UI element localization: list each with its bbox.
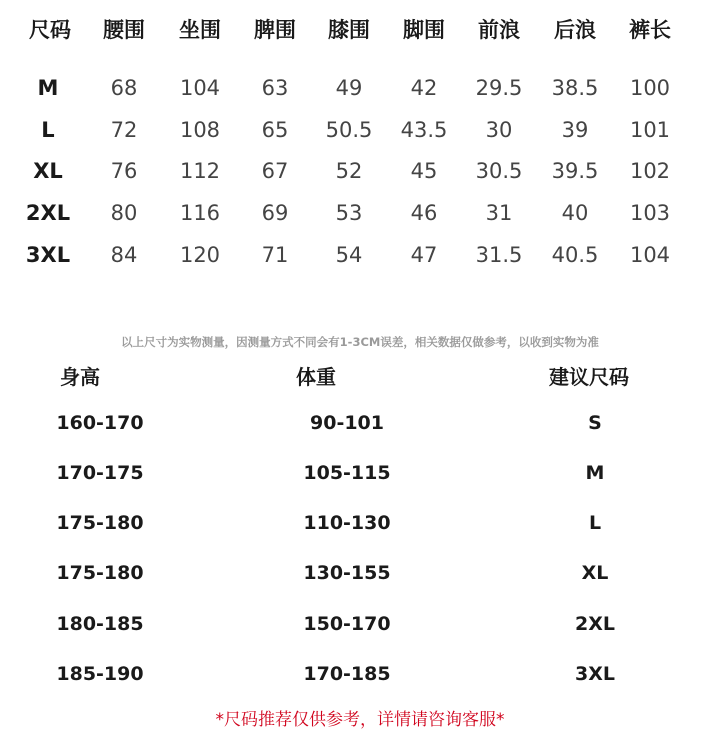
size-cell: XL xyxy=(33,159,63,183)
table-row xyxy=(0,609,720,639)
size-header-hip: 坐围 xyxy=(179,18,221,42)
waist-cell: 84 xyxy=(110,243,138,267)
weight-cell: 170-185 xyxy=(303,663,391,685)
table-row xyxy=(0,156,720,186)
size-header-hem: 脚围 xyxy=(403,18,445,42)
table-row xyxy=(0,659,720,689)
rec-size-cell: S xyxy=(588,412,602,434)
table-row xyxy=(0,508,720,538)
hem-cell: 45 xyxy=(410,159,438,183)
knee-cell: 54 xyxy=(335,243,363,267)
size-cell: L xyxy=(41,118,55,142)
back-rise-cell: 40.5 xyxy=(551,243,599,267)
waist-cell: 80 xyxy=(110,201,138,225)
waist-cell: 76 xyxy=(110,159,138,183)
table-row xyxy=(0,558,720,588)
knee-cell: 49 xyxy=(335,76,363,100)
length-cell: 103 xyxy=(629,201,671,225)
height-cell: 180-185 xyxy=(56,613,144,635)
knee-cell: 52 xyxy=(335,159,363,183)
front-rise-cell: 31 xyxy=(485,201,513,225)
rec-size-cell: L xyxy=(588,512,602,534)
weight-cell: 90-101 xyxy=(310,412,384,434)
hem-cell: 43.5 xyxy=(400,118,448,142)
thigh-cell: 71 xyxy=(261,243,289,267)
weight-cell: 130-155 xyxy=(303,562,391,584)
size-disclaimer: *尺码推荐仅供参考，详情请咨询客服* xyxy=(215,710,505,730)
size-header-waist: 腰围 xyxy=(103,18,145,42)
rec-size-cell: 2XL xyxy=(575,613,615,635)
knee-cell: 50.5 xyxy=(325,118,373,142)
front-rise-cell: 31.5 xyxy=(475,243,523,267)
hem-cell: 46 xyxy=(410,201,438,225)
front-rise-cell: 30 xyxy=(485,118,513,142)
size-header-knee: 膝围 xyxy=(328,18,370,42)
table-row xyxy=(0,240,720,270)
rec-size-cell: M xyxy=(585,462,605,484)
hip-cell: 112 xyxy=(179,159,221,183)
size-cell: M xyxy=(37,76,59,100)
thigh-cell: 63 xyxy=(261,76,289,100)
size-header-thigh: 脾围 xyxy=(254,18,296,42)
table-row xyxy=(0,73,720,103)
height-cell: 170-175 xyxy=(56,462,144,484)
back-rise-cell: 38.5 xyxy=(551,76,599,100)
size-cell: 3XL xyxy=(25,243,71,267)
rec-size-cell: XL xyxy=(581,562,609,584)
height-cell: 160-170 xyxy=(56,412,144,434)
back-rise-cell: 40 xyxy=(561,201,589,225)
length-cell: 101 xyxy=(629,118,671,142)
back-rise-cell: 39.5 xyxy=(551,159,599,183)
measurement-note: 以上尺寸为实物测量，因测量方式不同会有1-3CM误差，相关数据仅做参考，以收到实物为准 xyxy=(121,335,599,349)
thigh-cell: 67 xyxy=(261,159,289,183)
thigh-cell: 69 xyxy=(261,201,289,225)
rec-header-weight: 体重 xyxy=(296,365,336,389)
front-rise-cell: 30.5 xyxy=(475,159,523,183)
weight-cell: 105-115 xyxy=(303,462,391,484)
table-row xyxy=(0,115,720,145)
hem-cell: 42 xyxy=(410,76,438,100)
height-cell: 175-180 xyxy=(56,562,144,584)
length-cell: 104 xyxy=(629,243,671,267)
hip-cell: 120 xyxy=(179,243,221,267)
table-row xyxy=(0,198,720,228)
height-cell: 185-190 xyxy=(56,663,144,685)
waist-cell: 68 xyxy=(110,76,138,100)
height-cell: 175-180 xyxy=(56,512,144,534)
rec-size-cell: 3XL xyxy=(575,663,615,685)
size-header-front-rise: 前浪 xyxy=(478,18,520,42)
table-row xyxy=(0,408,720,438)
length-cell: 102 xyxy=(629,159,671,183)
size-header-size: 尺码 xyxy=(29,18,71,42)
length-cell: 100 xyxy=(629,76,671,100)
knee-cell: 53 xyxy=(335,201,363,225)
hem-cell: 47 xyxy=(410,243,438,267)
thigh-cell: 65 xyxy=(261,118,289,142)
waist-cell: 72 xyxy=(110,118,138,142)
front-rise-cell: 29.5 xyxy=(475,76,523,100)
hip-cell: 116 xyxy=(179,201,221,225)
hip-cell: 108 xyxy=(179,118,221,142)
weight-cell: 110-130 xyxy=(303,512,391,534)
weight-cell: 150-170 xyxy=(303,613,391,635)
rec-header-height: 身高 xyxy=(60,365,100,389)
back-rise-cell: 39 xyxy=(561,118,589,142)
size-cell: 2XL xyxy=(25,201,71,225)
size-header-back-rise: 后浪 xyxy=(554,18,596,42)
size-header-length: 裤长 xyxy=(629,18,671,42)
table-row xyxy=(0,458,720,488)
hip-cell: 104 xyxy=(179,76,221,100)
rec-header-size: 建议尺码 xyxy=(549,365,629,389)
